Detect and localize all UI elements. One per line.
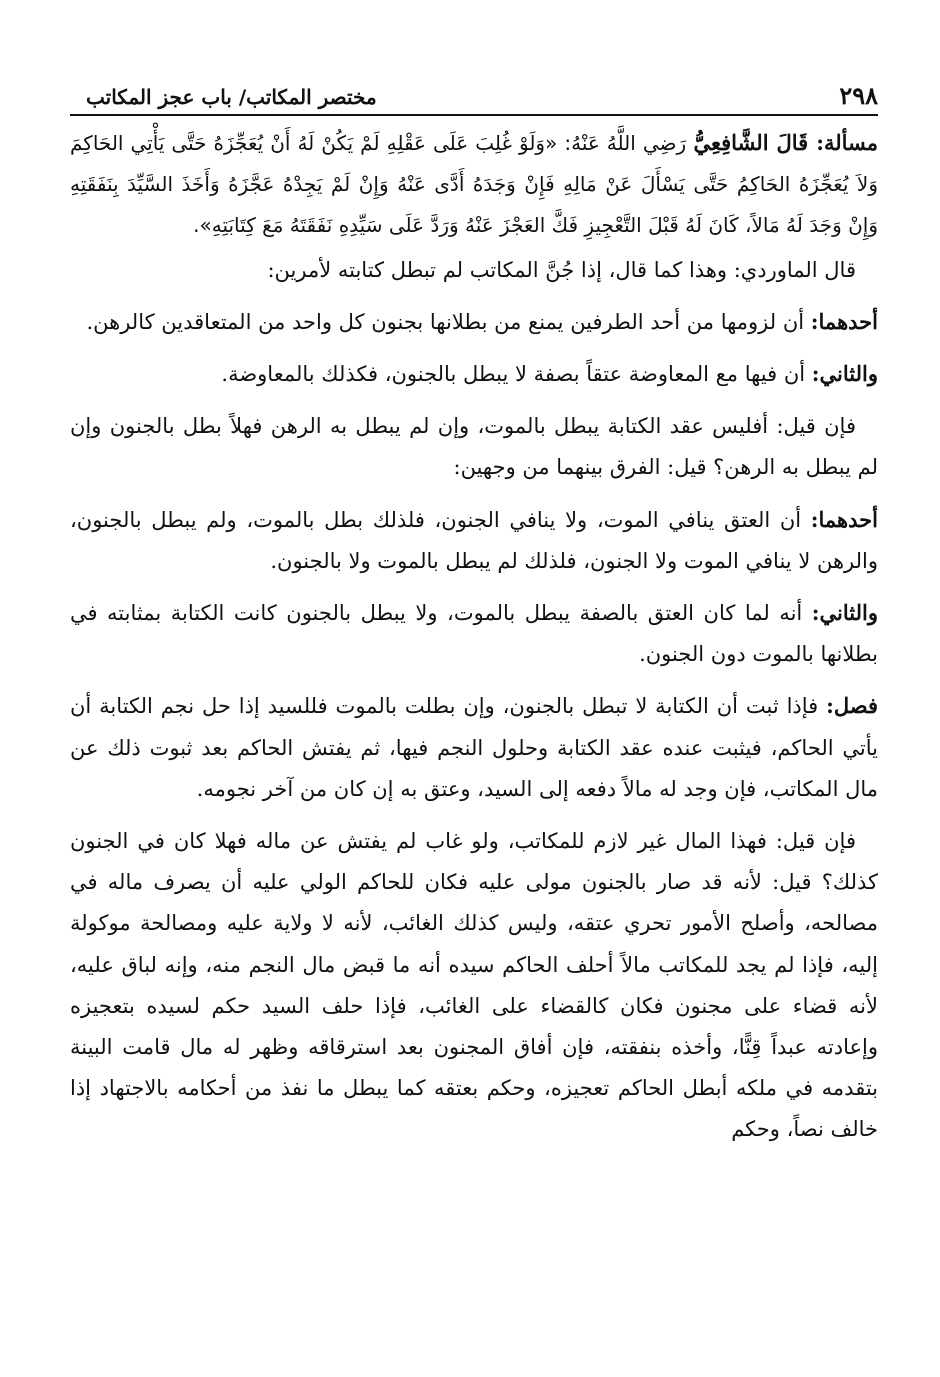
chapter-title: مختصر المكاتب/ باب عجز المكاتب [80, 82, 383, 112]
paragraph-lead: فصل: [826, 693, 878, 719]
paragraph-lead: أحدهما: [810, 308, 878, 334]
paragraph-text: أنه لما كان العتق بالصفة يبطل بالموت، ولا يبطل بالجنون كانت الكتابة بمثابته في بطلانها بالموت دون الجنون. [70, 601, 878, 667]
paragraph-text: أن لزومها من أحد الطرفين يمنع من بطلانها بجنون كل واحد من المتعاقدين كالرهن. [86, 309, 805, 334]
paragraph-text: قال الماوردي: وهذا كما قال، إذا جُنَّ المكاتب لم تبطل كتابته لأمرين: [267, 257, 856, 282]
paragraph-lead: والثاني: [811, 600, 878, 626]
paragraph-text: فإن قيل: فهذا المال غير لازم للمكاتب، ولو غاب لم يفتش عن ماله فهلا كان في الجنون كذلك؟ قيل: لأنه قد صار بالجنون مولى عليه فكان للحاكم الولي عليه أن يصرف ماله في مصالحه، وأصلح الأمور تحري عتقه، وليس كذلك الغائب، لأنه لا ولاية عليه ومصالحة موكولة إليه، فإذا لم يجد للمكاتب مالاً أحلف الحاكم سيده أنه ما قبض مال النجم منه، وإنه لباق عليه، لأنه قضاء على مجنون فكان كالقضاء على الغائب، فإذا حلف السيد حكم لسيده بتعجيزه وإعادته عبداً قِنًّا، وأخذه بنفقته، فإن أفاق المجنون بعد استرقاقه وظهر له مال قامت البينة بتقدمه في ملكه أبطل الحاكم تعجيزه، وحكم بعتقه كما يبطل ما نفذ من أحكامه بالاجتهاد إذا خالف نصاً، وحكم [70, 829, 878, 1142]
paragraph-lead: أحدهما: [810, 506, 878, 532]
page-number: ٢٩٨ [839, 81, 878, 110]
paragraph-lead: مسألة: قَالَ الشَّافِعِيُّ [693, 130, 878, 155]
paragraph-text: فإن قيل: أفليس عقد الكتابة يبطل بالموت، وإن لم يبطل به الرهن فهلاً بطل بالجنون وإن لم يبطل به الرهن؟ قيل: الفرق بينهما من وجهين: [70, 414, 878, 480]
paragraph-final [70, 820, 878, 1151]
paragraph-text: أن فيها مع المعاوضة عتقاً بصفة لا يبطل بالجنون، فكذلك بالمعاوضة. [221, 362, 806, 387]
book-page [70, 78, 878, 1161]
paragraph-fasl [70, 685, 878, 810]
paragraph-first-difference [70, 499, 878, 582]
paragraph-objection [70, 405, 878, 488]
paragraph-text: فإذا ثبت أن الكتابة لا تبطل بالجنون، وإن بطلت بالموت فللسيد إذا حل نجم الكتابة أن يأتي الحاكم، فيثبت عنده عقد الكتابة وحلول النجم فيها، ثم يفتش الحاكم بعد ثبوت ذلك عن مال المكاتب، فإن وجد له مالاً دفعه إلى السيد، وعتق به إن كان من آخر نجومه. [70, 694, 878, 801]
paragraph-lead: والثاني: [811, 361, 878, 387]
paragraph-text: رَضِي اللَّهُ عَنْهُ: «وَلَوْ غُلِبَ عَلَى عَقْلِهِ لَمْ يَكُنْ لَهُ أَنْ يُعَجِّزَهُ حَتَّى يَأْتِي الحَاكِمَ وَلاَ يُعَجِّزَهُ الحَاكِمُ حَتَّى يَسْأَلَ عَنْ مَالِهِ فَإِنْ وَجَدَهُ أَدَّى عَنْهُ وَإِنْ لَمْ يَجِدْهُ عَجَّزَهُ وَأَخَذَ السَّيِّدَ بِنَفَقَتِهِ وَإِنْ وَجَدَ لَهُ مَالاً، كَانَ لَهُ قَبْلَ التَّعْجِيزِ فَكَّ العَجْزَ عَنْهُ وَرَدَّ عَلَى سَيِّدِهِ نَفَقَتَهُ مَعَ كِتَابَتِهِ». [70, 131, 878, 238]
running-header [70, 78, 878, 116]
paragraph-text: أن العتق ينافي الموت، ولا ينافي الجنون، فلذلك بطل بالموت، ولم يبطل بالجنون، والرهن لا ينافي الموت ولا الجنون، فلذلك لم يبطل بالموت ولا بالجنون. [70, 507, 878, 573]
paragraph-mawardi [70, 249, 878, 291]
paragraph-masala [70, 122, 878, 247]
paragraph-second-difference [70, 592, 878, 675]
paragraph-second-reason [70, 353, 878, 395]
paragraph-first-reason [70, 301, 878, 343]
